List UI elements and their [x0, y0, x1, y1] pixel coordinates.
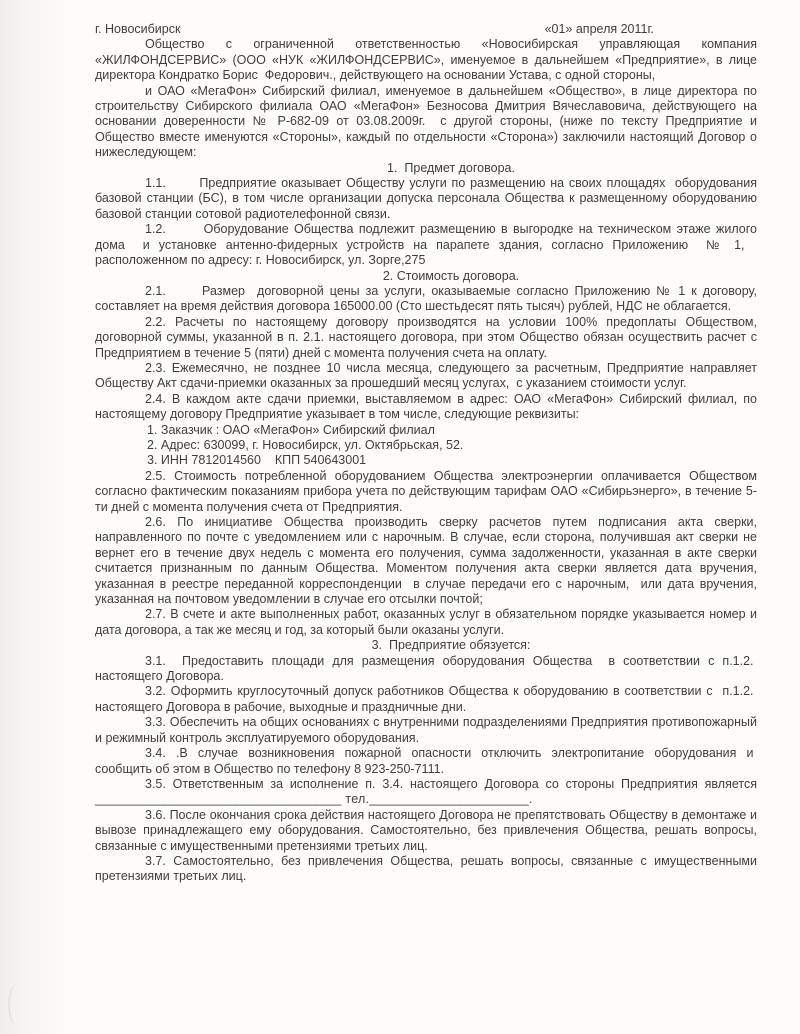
scanner-artifact-mark — [8, 984, 26, 1026]
clause-2-7: 2.7. В счете и акте выполненных работ, оказанных услуг в обязательном порядке указывается номер и дата договора, а так же месяц и год, за который были оказаны услуги. — [95, 607, 757, 637]
preamble-party1: Общество с ограниченной ответственностью «Новосибирская управляющая компания «ЖИЛФОНДСЕРВИС» (ООО «НУК «ЖИЛФОНДСЕРВИС», именуемое в дальнейшем «Предприятие», в лице директора Кондратко Борис Федорович., действующего на основании Устава, с одной стороны, — [95, 37, 757, 83]
clause-1-2: 1.2. Оборудование Общества подлежит размещению в выгородке на техническом этаже жилого дома и установке антенно-фидерных устройств на парапете здания, согласно Приложению № 1, расположенном по адресу: г. Новосибирск, ул. Зорге,275 — [95, 222, 757, 268]
requisite-inn-kpp: 3. ИНН 7812014560 КПП 540643001 — [147, 453, 367, 468]
clause-3-2: 3.2. Оформить круглосуточный допуск работников Общества к оборудованию в соответствии с п.1.2. настоящего Договора в рабочие, выходные и праздничные дни. — [95, 684, 757, 714]
section-3-heading: 3. Предприятие обязуется: — [371, 638, 531, 653]
clause-3-4: 3.4. .В случае возникновения пожарной опасности отключить электропитание оборудования и сообщить об этом в Общество по телефону 8 923-250-7111. — [95, 746, 757, 776]
clause-3-6: 3.6. После окончания срока действия настоящего Договора не препятствовать Обществу в демонтаже и вывозе принадлежащего ему оборудования. Самостоятельно, без привлечения Общества, решать вопросы, связанные с имущественными претензиями третьих лиц. — [95, 807, 757, 853]
clause-2-6: 2.6. По инициативе Общества производить сверку расчетов путем подписания акта сверки, направленного по почте с уведомлением или с нарочным. В случае, если сторона, получившая акт сверки не вернет его в течение двух недель с момента его получения, сумма задолженности, указанная в акте сверки считается признанным по данным Общества. Моментом получения акта сверки является дата вручения, указанная в реестре переданной корреспонденции в случае передачи его с нарочным, или дата вручения, указанная на почтовом уведомлении в случае его отсылки почтой; — [95, 515, 757, 607]
requisite-address: 2. Адрес: 630099, г. Новосибирск, ул. Октябрьская, 52. — [147, 437, 464, 452]
clause-1-1: 1.1. Предприятие оказывает Обществу услуги по размещению на своих площадях оборудования базовой станции (БС), в том числе организации допуска персонала Общества к размещенному оборудованию базовой станции сотовой радиотелефонной связи. — [95, 176, 757, 221]
clause-2-2: 2.2. Расчеты по настоящему договору производятся на условии 100% предоплаты Обществом, договорной суммы, указанной в п. 2.1. настоящего договора, при этом Общество обязан осуществить расчет с Предприятием в течение 5 (пяти) дней с момента получения счета на оплату. — [95, 314, 757, 360]
clause-2-3: 2.3. Ежемесячно, не позднее 10 числа месяца, следующего за расчетным, Предприятие направляет Обществу Акт сдачи-приемки оказанных за прошедший месяц услугах, с указанием стоимости услуг. — [95, 360, 757, 391]
requisite-customer: 1. Заказчик : ОАО «МегаФон» Сибирский филиал — [147, 422, 435, 437]
clause-3-3: 3.3. Обеспечить на общих основаниях с внутренними подразделениями Предприятия противопожарный и режимный контроль эксплуатируемого оборудования. — [95, 715, 757, 745]
clause-2-1: 2.1. Размер договорной цены за услуги, оказываемые согласно Приложению № 1 к договору, составляет на время действия договора 165000.00 (Сто шестьдесят пять тысяч) рублей, НДС не облагается. — [95, 283, 757, 314]
preamble-party2: и ОАО «МегаФон» Сибирский филиал, именуемое в дальнейшем «Общество», в лице директора по строительству Сибирского филиала ОАО «МегаФон» Безносова Дмитрия Вячеславовича, действующего на основании доверенности № Р-682-09 от 03.08.2009г. с другой стороны, (ниже по тексту Предприятие и Общество вместе именуются «Стороны», каждый по отдельности «Сторона») заключили настоящий Договор о нижеследующем: — [95, 83, 757, 160]
scan-left-edge-shading — [0, 0, 70, 1034]
contract-page — [95, 22, 757, 885]
requisites-block — [95, 423, 757, 469]
clause-3-5: 3.5. Ответственным за исполнение п. 3.4. настоящего Договора со стороны Предприятия является — [145, 776, 757, 791]
section-2-heading: 2. Стоимость договора. — [382, 268, 520, 283]
header-city: г. Новосибирск — [95, 22, 181, 36]
clause-3-5-fill-in-line: __________________________________ тел.______________________. — [95, 792, 533, 807]
clause-3-7: 3.7. Самостоятельно, без привлечения Общества, решать вопросы, связанные с имущественными претензиями третьих лиц. — [95, 853, 757, 884]
document-header-row — [95, 22, 757, 37]
section-1-heading: 1. Предмет договора. — [387, 160, 515, 175]
clause-2-5: 2.5. Стоимость потребленной оборудованием Общества электроэнергии оплачивается Обществом согласно фактическим показаниям прибора учета по действующим тарифам ОАО «Сибирьэнерго», в течение 5-ти дней с момента получения счета от Предприятия. — [95, 468, 757, 514]
clause-3-1: 3.1. Предоставить площади для размещения оборудования Общества в соответствии с п.1.2. настоящего Договора. — [95, 653, 757, 684]
header-date: «01» апреля 2011г. — [544, 22, 654, 36]
clause-2-4: 2.4. В каждом акте сдачи приемки, выставляемом в адрес: ОАО «МегаФон» Сибирский филиал, по настоящему договору Предприятие указывает в том числе, следующие реквизиты: — [95, 391, 757, 422]
